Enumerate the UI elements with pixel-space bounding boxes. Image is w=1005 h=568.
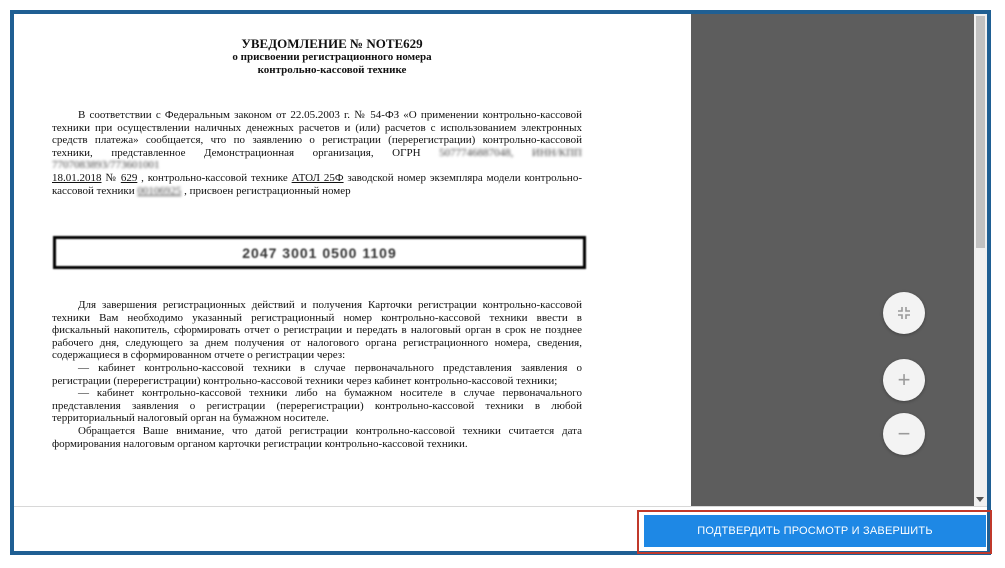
- bullet-paper: — кабинет контрольно-кассовой техники либо на бумажном носителе в случае первоначального представления заявления о регистрации (перерегистрации) контрольно-кассовой техники в любой территориальный налоговый орган на бумажном носителе.: [52, 387, 582, 425]
- document-title: УВЕДОМЛЕНИЕ № NOTE629: [241, 36, 423, 51]
- vertical-scrollbar[interactable]: [974, 14, 987, 506]
- confirm-and-finish-button[interactable]: ПОДТВЕРДИТЬ ПРОСМОТР И ЗАВЕРШИТЬ: [644, 515, 986, 547]
- document-subtitle-2: контрольно-кассовой технике: [257, 64, 407, 76]
- zoom-in-button[interactable]: [883, 359, 925, 401]
- filing-date: 18.01.2018: [52, 171, 102, 184]
- serial-number-redacted: 00106925: [137, 184, 182, 197]
- zoom-in-icon: +: [897, 367, 911, 392]
- instructions-paragraph: Для завершения регистрационных действий и получения Карточки регистрации контрольно-кассовой техники Вам необходимо указанный регистрационный номер контрольно-кассовой техники ввести в фискальный накопитель, сформировать отчет о регистрации и передать в налоговый орган в срок не позднее рабочего дня, следующего за днем получения от налогового органа регистрационного номера, сведения, содержащиеся в сформированном отчете о регистрации через: — кабинет контрольно-кассовой техники в случае первоначального представления заявления о регистрации (перерегистрации) контрольно-кассовой техники через кабинет контрольно-кассовой техники; — кабинет контрольно-кассовой техники либо на бумажном носителе в случае первоначального представления заявления о регистрации (перерегистрации) контрольно-кассовой техники в любой территориальный налоговый орган на бумажном носителе. Обращается Ваше внимание, что датой регистрации контрольно-кассовой техники считается дата формирования налоговым органом карточки регистрации контрольно-кассовой техники.: [52, 299, 582, 450]
- viewer-panel: [691, 14, 974, 506]
- ogrn-redacted: 5077746887048, ИНН/КПП 7707083893/773601001: [52, 146, 582, 172]
- fit-to-page-button[interactable]: [883, 292, 925, 334]
- zoom-out-button[interactable]: [883, 413, 925, 455]
- registration-number-box: 2047 3001 0500 1109: [53, 236, 586, 269]
- note-paragraph: Обращается Ваше внимание, что датой регистрации контрольно-кассовой техники считается дата формирования налоговым органом карточки регистрации контрольно-кассовой техники.: [52, 424, 582, 450]
- kkt-model: АТОЛ 25Ф: [291, 171, 344, 184]
- fit-to-page-icon: [896, 305, 912, 321]
- dialog-frame: [10, 10, 991, 555]
- zoom-out-icon: −: [897, 421, 911, 446]
- bullet-cabinet: — кабинет контрольно-кассовой техники в случае первоначального представления заявления о регистрации (перерегистрации) контрольно-кассовой техники через кабинет контрольно-кассовой техники;: [52, 361, 582, 387]
- filing-number: 629: [120, 171, 138, 184]
- footer-divider: [14, 506, 987, 507]
- scroll-down-arrow-icon[interactable]: [976, 497, 984, 502]
- document-subtitle-1: о присвоении регистрационного номера: [232, 51, 432, 63]
- document-page: [32, 14, 700, 506]
- scrollbar-thumb[interactable]: [976, 16, 985, 248]
- intro-paragraph: В соответствии с Федеральным законом от 22.05.2003 г. № 54-ФЗ «О применении контрольно-кассовой техники при осуществлении наличных денежных расчетов и (или) расчетов с использованием электронных средств платежа» сообщается, что по заявлению о регистрации (перерегистрации) контрольно-кассовой техники, представленное Демонстрационная организация, ОГРН 5077746887048, ИНН/КПП 7707083893/773601001 18.01.2018 № 629 , контрольно-кассовой технике АТОЛ 25Ф заводской номер экземпляра модели контрольно-кассовой техники 00106925 , присвоен регистрационный номер: [52, 109, 582, 197]
